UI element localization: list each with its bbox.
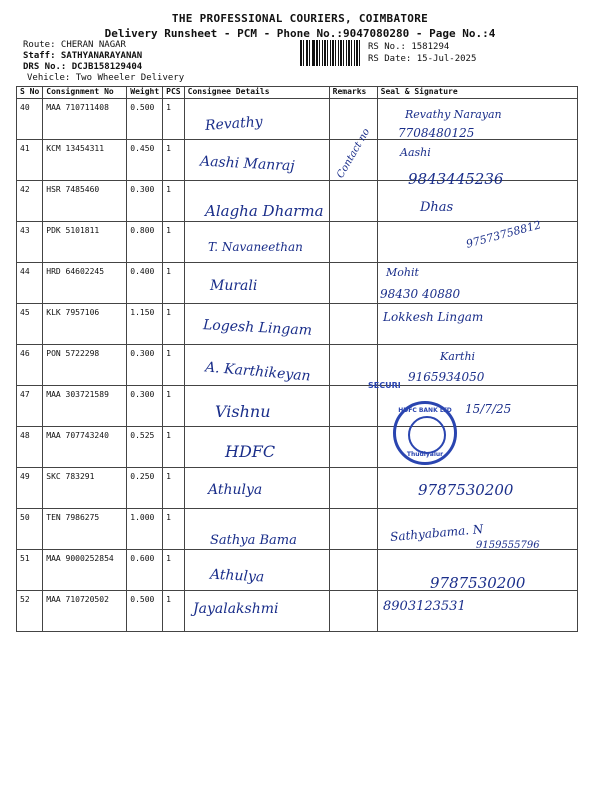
signature-phone: 9159555796 [476, 540, 540, 551]
weight-cell: 0.450 [127, 140, 163, 181]
signature-date: 15/7/25 [465, 402, 512, 416]
remarks-cell [329, 550, 377, 591]
weight-cell: 0.600 [127, 550, 163, 591]
weight-cell: 0.250 [127, 468, 163, 509]
signature-phone: 9787530200 [430, 574, 526, 592]
consignment-cell: MAA 303721589 [43, 386, 127, 427]
rs-number: RS No.: 1581294 [368, 42, 450, 52]
sno-cell: 47 [17, 386, 43, 427]
signature: Aashi [400, 146, 431, 159]
signature: Mohit [386, 266, 419, 279]
stamp-bank-name: HDFC BANK LTD [398, 407, 452, 414]
bank-seal-stamp [393, 401, 457, 465]
col-consignee: Consignee Details [184, 87, 329, 99]
consignment-cell: MAA 710711408 [43, 99, 127, 140]
sno-cell: 40 [17, 99, 43, 140]
pcs-cell: 1 [163, 181, 184, 222]
sno-cell: 42 [17, 181, 43, 222]
consignment-cell: SKC 783291 [43, 468, 127, 509]
sno-cell: 51 [17, 550, 43, 591]
pcs-cell: 1 [163, 468, 184, 509]
remarks-cell [329, 509, 377, 550]
handwritten-remark: Contact no [335, 126, 373, 181]
consignment-cell: KCM 13454311 [43, 140, 127, 181]
handwritten-name: Logesh Lingam [202, 317, 313, 339]
weight-cell: 0.300 [127, 386, 163, 427]
sno-cell: 50 [17, 509, 43, 550]
sno-cell: 45 [17, 304, 43, 345]
remarks-cell [329, 222, 377, 263]
company-title: THE PROFESSIONAL COURIERS, COIMBATORE [171, 12, 429, 25]
pcs-cell: 1 [163, 140, 184, 181]
consignment-cell: MAA 710720502 [43, 591, 127, 632]
handwritten-name: HDFC [225, 442, 276, 461]
remarks-cell [329, 345, 377, 386]
signature: Karthi [440, 350, 476, 363]
pcs-cell: 1 [163, 263, 184, 304]
pcs-cell: 1 [163, 345, 184, 386]
col-pcs: PCS [163, 87, 184, 99]
col-signature: Seal & Signature [377, 87, 577, 99]
pcs-cell: 1 [163, 99, 184, 140]
signature-phone: 9843445236 [408, 170, 504, 188]
weight-cell: 0.500 [127, 591, 163, 632]
remarks-cell [329, 304, 377, 345]
rs-date: RS Date: 15-Jul-2025 [368, 54, 477, 64]
signature-phone: 9165934050 [408, 370, 485, 384]
remarks-cell [329, 468, 377, 509]
signature: Lokkesh Lingam [383, 310, 484, 324]
remarks-cell [329, 263, 377, 304]
handwritten-name: T. Navaneethan [208, 240, 303, 254]
handwritten-name: Aashi Manraj [199, 153, 296, 175]
stamp-tag: SECURI [368, 381, 401, 390]
remarks-cell [329, 427, 377, 468]
sno-cell: 48 [17, 427, 43, 468]
sno-cell: 49 [17, 468, 43, 509]
sno-cell: 52 [17, 591, 43, 632]
runsheet-subtitle: Delivery Runsheet - PCM - Phone No.:9047080280 - Page No.:4 [104, 27, 496, 40]
remarks-cell [329, 181, 377, 222]
sno-cell: 41 [17, 140, 43, 181]
weight-cell: 0.300 [127, 181, 163, 222]
remarks-cell [329, 591, 377, 632]
signature-phone: 9787530200 [418, 481, 514, 499]
staff-label: Staff: SATHYANARAYANAN [23, 51, 143, 61]
weight-cell: 0.400 [127, 263, 163, 304]
consignment-cell: PON 5722298 [43, 345, 127, 386]
weight-cell: 1.150 [127, 304, 163, 345]
sno-cell: 43 [17, 222, 43, 263]
handwritten-name: Vishnu [215, 402, 271, 421]
consignment-cell: HSR 7485460 [43, 181, 127, 222]
pcs-cell: 1 [163, 427, 184, 468]
handwritten-name: Athulya [209, 566, 265, 586]
weight-cell: 0.300 [127, 345, 163, 386]
barcode-bars [314, 40, 362, 66]
pcs-cell: 1 [163, 591, 184, 632]
consignment-cell: PDK 5101811 [43, 222, 127, 263]
consignment-cell: MAA 707743240 [43, 427, 127, 468]
drs-label: DRS No.: DCJB158129404 [23, 62, 143, 72]
weight-cell: 0.800 [127, 222, 163, 263]
handwritten-name: Athulya [208, 482, 263, 498]
signature-phone: 98430 40880 [380, 287, 461, 301]
pcs-cell: 1 [163, 550, 184, 591]
col-sno: S No [17, 87, 43, 99]
route-label: Route: CHERAN NAGAR [23, 40, 126, 50]
handwritten-name: Sathya Bama [210, 533, 297, 548]
table-header-row [17, 87, 578, 99]
col-consignment: Consignment No [43, 87, 127, 99]
pcs-cell: 1 [163, 304, 184, 345]
col-remarks: Remarks [329, 87, 377, 99]
signature: Sathyabama. N [389, 521, 484, 545]
col-weight: Weight [127, 87, 163, 99]
pcs-cell: 1 [163, 222, 184, 263]
pcs-cell: 1 [163, 509, 184, 550]
handwritten-name: Murali [210, 278, 258, 294]
handwritten-name: Alagha Dharma [205, 202, 324, 220]
pcs-cell: 1 [163, 386, 184, 427]
consignment-cell: MAA 9000252854 [43, 550, 127, 591]
handwritten-name: Jayalakshmi [193, 601, 279, 617]
handwritten-name: Revathy [204, 114, 264, 134]
stamp-branch: Thudiyalur [406, 451, 444, 458]
table-row [17, 591, 578, 632]
handwritten-name: A. Karthikeyan [204, 359, 312, 385]
consignment-cell: TEN 7986275 [43, 509, 127, 550]
vehicle-label: Vehicle: Two Wheeler Delivery [27, 73, 185, 83]
signature: Revathy Narayan [405, 108, 502, 121]
sno-cell: 46 [17, 345, 43, 386]
signature: Dhas [420, 200, 454, 215]
table-row [17, 263, 578, 304]
weight-cell: 1.000 [127, 509, 163, 550]
consignment-cell: HRD 64602245 [43, 263, 127, 304]
signature-phone: 97573758812 [464, 218, 543, 251]
sno-cell: 44 [17, 263, 43, 304]
signature-phone: 7708480125 [398, 126, 475, 140]
weight-cell: 0.500 [127, 99, 163, 140]
stamp-inner-ring [408, 416, 446, 454]
weight-cell: 0.525 [127, 427, 163, 468]
remarks-cell [329, 386, 377, 427]
consignment-cell: KLK 7957106 [43, 304, 127, 345]
barcode [300, 40, 314, 66]
table-row [17, 427, 578, 468]
signature-phone: 8903123531 [383, 599, 466, 614]
